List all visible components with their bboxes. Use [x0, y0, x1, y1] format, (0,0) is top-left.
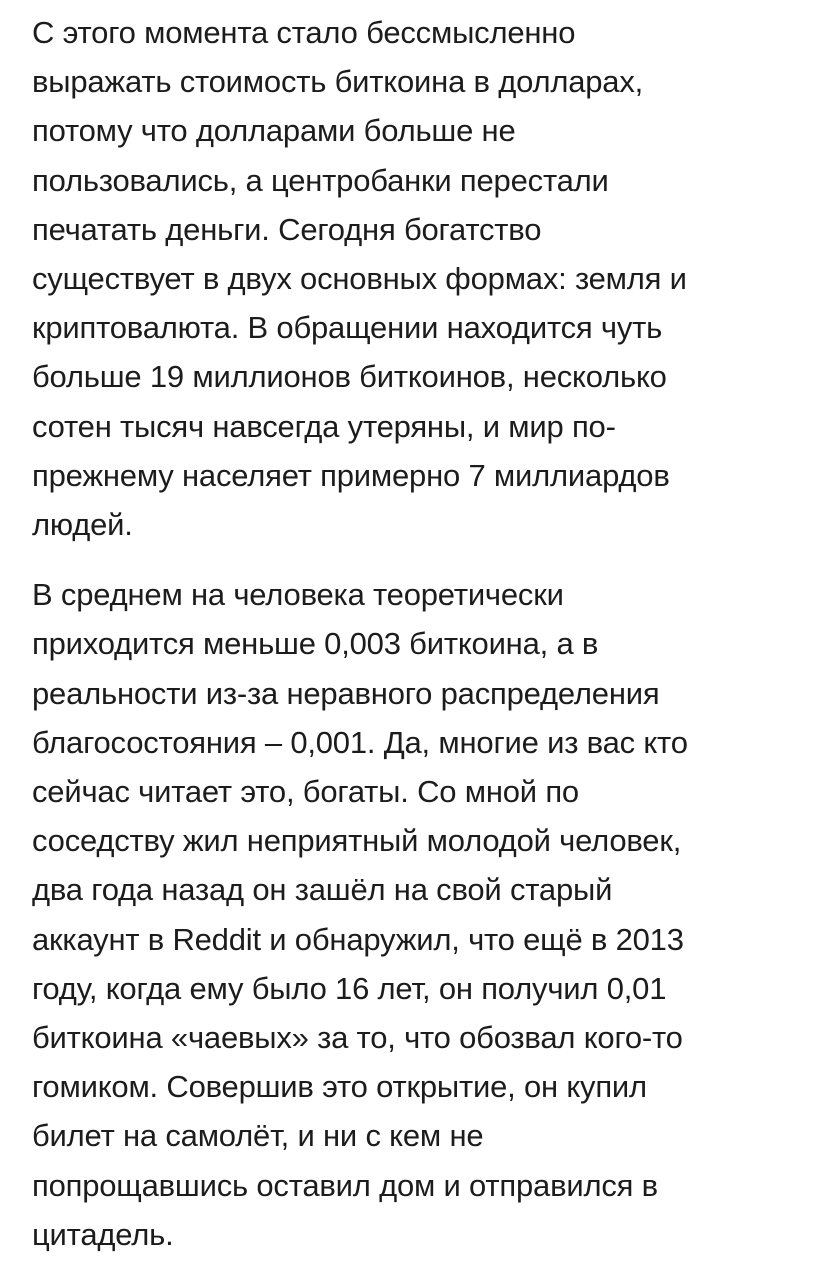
text-line: приходится меньше 0,003 биткоина, а в [32, 626, 599, 662]
text-line: гомиком. Совершив это открытие, он купил [32, 1069, 647, 1105]
text-line: реальности из-за неравного распределения [32, 675, 660, 711]
text-line: году, когда ему было 16 лет, он получил 0,01 [32, 970, 667, 1006]
text-line: благосостояния – 0,001. Да, многие из вас кто [32, 724, 688, 760]
paragraph-2 [32, 570, 792, 1259]
text-line: два года назад он зашёл на свой старый [32, 872, 613, 908]
text-line: больше 19 миллионов биткоинов, несколько [32, 359, 667, 395]
text-line: сотен тысяч навсегда утеряны, и мир по- [32, 408, 616, 444]
text-line: В среднем на человека теоретически [32, 577, 564, 613]
paragraph-1 [32, 8, 792, 549]
text-line: биткоина «чаевых» за то, что обозвал кого-то [32, 1020, 683, 1056]
text-line: сейчас читает это, богаты. Со мной по [32, 774, 579, 810]
text-line: С этого момента стало бессмысленно [32, 15, 576, 50]
text-line: попрощавшись оставил дом и отправился в [32, 1167, 658, 1203]
text-line: криптовалюта. В обращении находится чуть [32, 310, 663, 346]
text-line: цитадель. [32, 1216, 174, 1252]
text-line: аккаунт в Reddit и обнаружил, что ещё в 2013 [32, 921, 684, 957]
text-line: соседству жил неприятный молодой человек, [32, 823, 682, 859]
text-line: пользовались, а центробанки перестали [32, 162, 609, 198]
text-line: печатать деньги. Сегодня богатство [32, 211, 542, 247]
text-line: билет на самолёт, и ни с кем не [32, 1118, 484, 1154]
text-line: прежнему населяет примерно 7 миллиардов [32, 457, 670, 493]
text-line: выражать стоимость биткоина в долларах, [32, 64, 644, 100]
text-line: людей. [32, 507, 133, 543]
text-line: потому что долларами больше не [32, 113, 516, 149]
text-line: существует в двух основных формах: земля и [32, 261, 687, 297]
article-body [32, 8, 792, 1259]
